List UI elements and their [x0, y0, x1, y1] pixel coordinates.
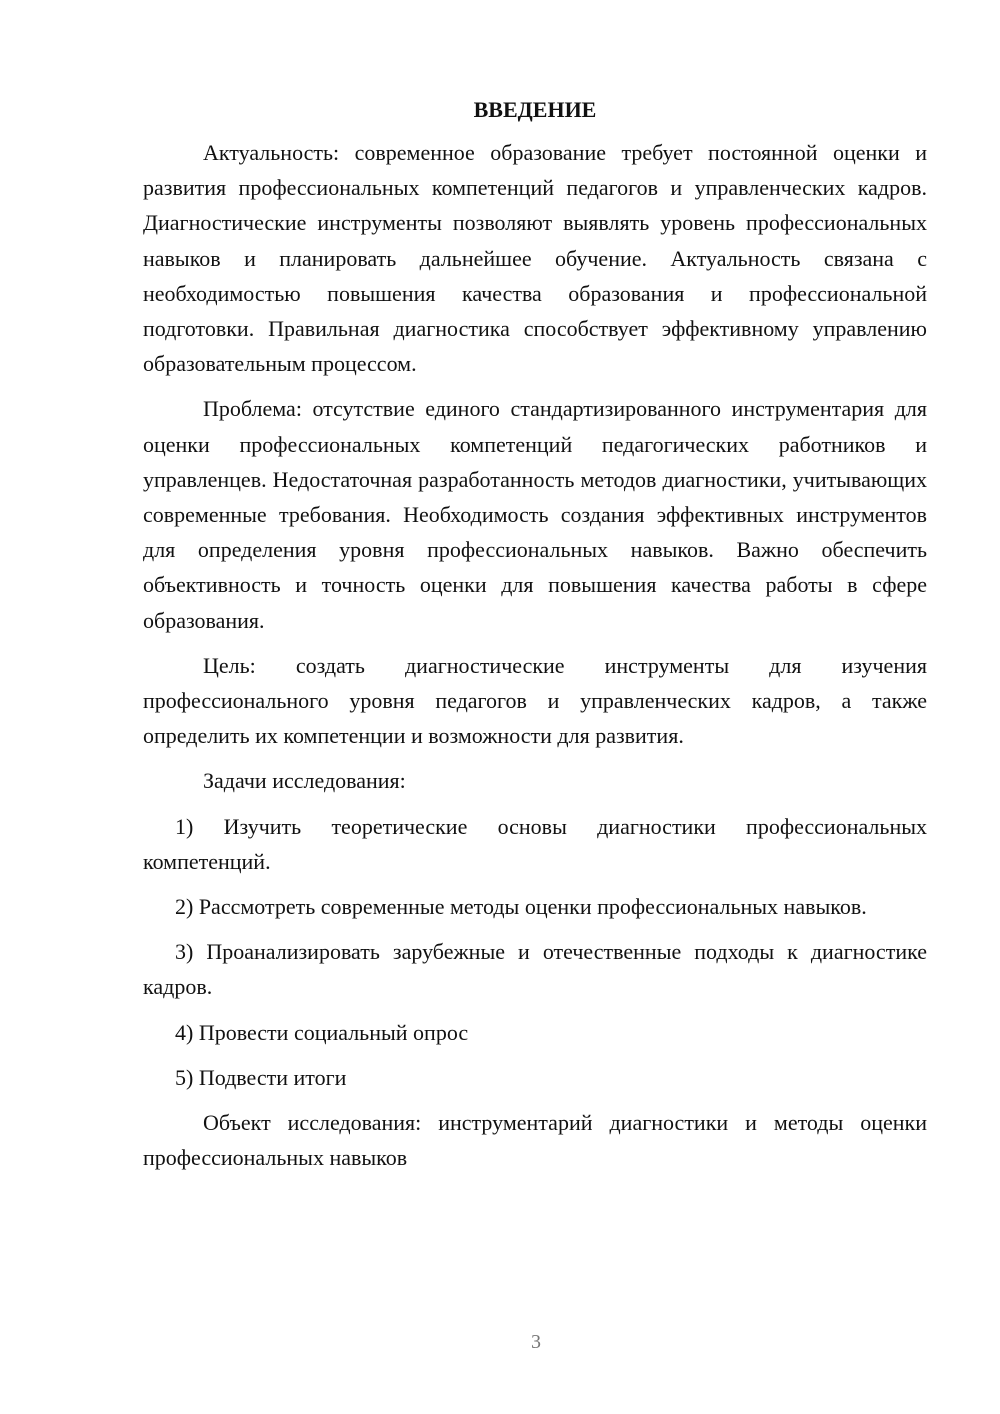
section-title: ВВЕДЕНИЕ — [473, 97, 597, 122]
paragraph-object: Объект исследования: инструментарий диагностики и методы оценки профессиональных навыков — [143, 1110, 927, 1171]
paragraph-problem: Проблема: отсутствие единого стандартизированного инструментария для оценки профессиональных компетенций педагогических работников и управленцев. Недостаточная разработанность методов диагностики, учитывающих современные требования. Необходимость создания эффективных инструментов для определения уровня профессиональных навыков. Важно обеспечить объективность и точность оценки для повышения качества работы в сфере образования. — [143, 396, 927, 633]
paragraph-tasks-heading: Задачи исследования: — [203, 768, 406, 794]
page-content — [143, 92, 927, 1185]
page-number: 3 — [531, 1331, 541, 1353]
task-item-4: 4) Провести социальный опрос — [175, 1019, 469, 1045]
task-item-5: 5) Подвести итоги — [175, 1064, 347, 1090]
task-item-2: 2) Рассмотреть современные методы оценки профессиональных навыков. — [175, 894, 867, 920]
paragraph-goal: Цель: создать диагностические инструменты для изучения профессионального уровня педагогов и управленческих кадров, а также определить их компетенции и возможности для развития. — [143, 652, 927, 749]
paragraph-relevance: Актуальность: современное образование требует постоянной оценки и развития профессиональных компетенций педагогов и управленческих кадров. Диагностические инструменты позволяют выявлять уровень профессиональных навыков и планировать дальнейшее обучение. Актуальность связана с необходимостью повышения качества образования и профессиональной подготовки. Правильная диагностика способствует эффективному управлению образовательным процессом. — [143, 140, 927, 377]
task-item-3: 3) Проанализировать зарубежные и отечественные подходы к диагностике кадров. — [143, 939, 927, 1000]
task-item-1: 1) Изучить теоретические основы диагностики профессиональных компетенций. — [143, 813, 927, 874]
